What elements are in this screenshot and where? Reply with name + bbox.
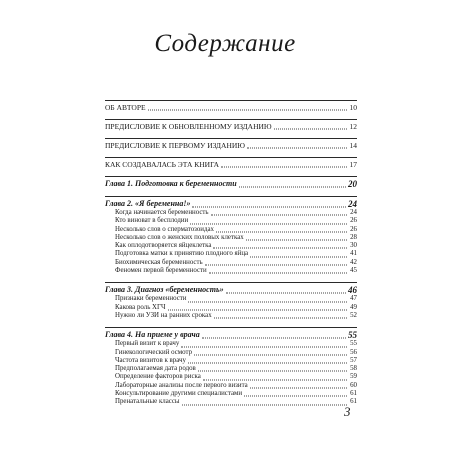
toc-chapter [105,327,357,406]
toc-subentry-label: Когда начинается беременность [115,209,209,216]
toc-subentry-page: 26 [350,217,357,225]
toc-chapter [105,282,357,320]
toc-leader-dots [213,248,347,249]
toc-subentry-label: Лабораторные анализы после первого визита [115,381,248,389]
toc-leader-dots [244,396,347,397]
page-number: 3 [344,404,351,419]
toc-subentry-label: Определение факторов риска [115,373,201,381]
toc-leader-dots [209,273,347,274]
toc-leader-dots [188,301,347,302]
toc-leader-dots [188,363,347,364]
toc-subentries [105,209,357,275]
toc-subentries [105,295,357,320]
toc-leader-dots [211,215,347,216]
toc-subentry[interactable] [115,312,357,320]
toc-subentries [105,340,357,406]
toc-leader-dots [205,265,347,266]
toc-subentry-page: 47 [350,295,357,303]
toc-subentry-page: 57 [350,356,357,364]
toc-entry-page: 12 [349,122,357,131]
toc-subentry-label: Биохимическая беременность [115,258,203,266]
toc-entry[interactable] [105,141,357,150]
toc-subentry-label: Какова роль ХГЧ [115,303,166,311]
toc-subentry-label: Несколько слов о женских половых клетках [115,233,244,241]
page-title: Содержание [154,30,296,57]
toc-subentry-page: 26 [350,225,357,233]
toc-subentry-page: 49 [350,303,357,311]
toc-entry-page: 46 [348,285,357,296]
toc-subentry-label: Предполагаемая дата родов [115,365,196,373]
toc-leader-dots [216,231,347,232]
toc-entry-page: 10 [349,103,357,112]
toc-subentry-page: 61 [350,390,357,398]
toc-subentry[interactable] [115,340,357,348]
toc-leader-dots [226,293,346,294]
toc-subentry[interactable] [115,295,357,303]
toc-subentry-page: 58 [350,365,357,373]
toc-subentry-page: 56 [350,348,357,356]
toc-entry-page: 17 [349,160,357,169]
toc-leader-dots [239,187,346,188]
toc-leader-dots [198,371,347,372]
toc-subentry[interactable] [115,365,357,373]
toc-leader-dots [148,110,347,111]
toc-subentry-page: 24 [350,209,357,216]
toc-entry-page: 20 [348,179,357,189]
toc-subentry[interactable] [115,242,357,250]
toc-leader-dots [181,346,347,347]
toc-subentry[interactable] [115,234,357,242]
toc-subentry[interactable] [115,373,357,381]
toc-entry-page: 24 [348,199,357,209]
toc-subentry[interactable] [115,390,357,398]
toc-leader-dots [250,256,347,257]
toc-leader-dots [274,129,347,130]
toc-entry-label: Глава 4. На приеме у врача [105,330,200,340]
toc-leader-dots [168,309,348,310]
toc-subentry-page: 55 [350,340,357,348]
toc-entry[interactable] [105,103,357,112]
toc-subentry-label: Кто виноват в бесплодии [115,217,189,225]
toc-subentry-page: 30 [350,242,357,250]
toc-entry-label: КАК СОЗДАВАЛАСЬ ЭТА КНИГА [105,160,220,169]
toc-subentry-label: Как оплодотворяется яйцеклетка [115,242,212,250]
toc-leader-dots [190,223,347,224]
toc-subentry[interactable] [115,217,357,225]
toc-subentry[interactable] [115,250,357,258]
toc-entry-label: ПРЕДИСЛОВИЕ К ОБНОВЛЕННОМУ ИЗДАНИЮ [105,122,272,131]
toc-front-matter [105,138,357,150]
toc-subentry[interactable] [115,226,357,234]
toc-subentry-page: 61 [350,398,357,406]
toc-subentry-label: Признаки беременности [115,295,187,303]
toc-subentry-page: 41 [350,250,357,258]
toc-subentry-page: 45 [350,267,357,275]
toc-leader-dots [221,167,347,168]
toc-subentry-label: Несколько слов о сперматозоидах [115,225,214,233]
toc-entry[interactable] [105,179,357,189]
toc-entry[interactable] [105,330,357,340]
toc-leader-dots [202,338,346,339]
toc-subentry[interactable] [115,209,357,217]
toc-subentry-label: Консультирование другими специалистами [115,390,243,398]
toc-leader-dots [194,354,347,355]
toc-subentry-label: Феномен первой беременности [115,267,207,275]
toc-subentry-label: Первый визит к врачу [115,340,180,348]
toc-subentry[interactable] [115,398,357,406]
toc-subentry-page: 60 [350,381,357,389]
toc-subentry-page: 42 [350,258,357,266]
toc-subentry-page: 59 [350,373,357,381]
toc-leader-dots [203,379,347,380]
toc-subentry-label: Подготовка матки к принятию плодного яйца [115,250,249,258]
toc-subentry-label: Гинекологический осмотр [115,348,193,356]
toc-entry[interactable] [105,285,357,295]
toc-front-matter [105,119,357,131]
toc-leader-dots [246,240,347,241]
toc-entry[interactable] [105,122,357,131]
toc-subentry[interactable] [115,382,357,390]
toc-leader-dots [214,318,347,319]
toc-leader-dots [192,207,346,208]
toc-entry-label: ПРЕДИСЛОВИЕ К ПЕРВОМУ ИЗДАНИЮ [105,141,246,150]
toc-subentry[interactable] [115,357,357,365]
toc-entry-page: 55 [348,330,357,341]
toc-subentry[interactable] [115,304,357,312]
toc-front-matter [105,157,357,169]
toc-front-matter [105,100,357,112]
toc-entry-label: Глава 3. Диагноз «беременность» [105,285,224,295]
toc-entry-label: ОБ АВТОРЕ [105,103,146,112]
toc-leader-dots [250,388,347,389]
toc-subentry-page: 28 [350,233,357,241]
toc-entry-label: Глава 2. «Я беременна!» [105,199,191,208]
toc-subentry-label: Нужно ли УЗИ на ранних сроках [115,311,212,319]
table-of-contents [105,100,357,414]
toc-subentry-label: Частота визитов к врачу [115,356,186,364]
toc-entry[interactable] [105,199,357,209]
toc-chapter [105,196,357,275]
toc-subentry-label: Пренатальные классы [115,398,180,406]
toc-leader-dots [182,404,347,405]
toc-subentry[interactable] [115,349,357,357]
toc-leader-dots [247,148,347,149]
toc-subentry[interactable] [115,267,357,275]
toc-entry-label: Глава 1. Подготовка к беременности [105,179,237,188]
toc-subentry-page: 52 [350,311,357,319]
toc-entry[interactable] [105,160,357,169]
toc-entry-page: 14 [349,141,357,150]
toc-subentry[interactable] [115,259,357,267]
toc-chapter [105,176,357,189]
